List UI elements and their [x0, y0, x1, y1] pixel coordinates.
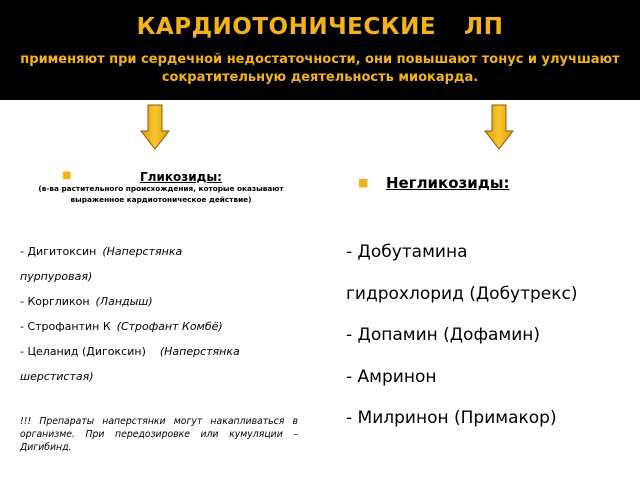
list-item: - Коргликон (Ландыш)	[20, 295, 153, 308]
down-arrow-icon	[484, 104, 514, 150]
glycosides-note: (в-ва растительного происхождения, которые оказывают выраженное кардиотоническое действие)	[38, 184, 284, 204]
list-item: - Строфантин К (Строфант Комбё)	[20, 320, 223, 333]
list-item: гидрохлорид (Добутрекс)	[346, 283, 578, 304]
warning-note: !!! Препараты наперстянки могут накапливаться в организме. При передозировке или кумуляции – Дигибинд.	[20, 416, 298, 453]
non-glycosides-heading: Негликозиды:	[386, 174, 510, 192]
square-bullet-icon: ■	[62, 170, 72, 181]
square-bullet-icon: ■	[358, 176, 369, 189]
page-title	[0, 14, 640, 40]
page-subtitle: применяют при сердечной недостаточности, они повышают тонус и улучшают сократительную деятельность миокарда.	[20, 52, 620, 85]
list-item: - Допамин (Дофамин)	[346, 325, 541, 345]
title-part-2: ЛП	[464, 14, 504, 40]
list-item: - Милринон (Примакор)	[346, 408, 557, 428]
non-glycosides-list	[346, 232, 636, 440]
title-part-1: КАРДИОТОНИЧЕСКИЕ	[136, 14, 437, 40]
list-item: - Целанид (Дигоксин) (Наперстянка	[20, 345, 240, 358]
down-arrow-icon	[140, 104, 170, 150]
list-item: шерстистая)	[20, 370, 94, 383]
list-item: - Добутамина	[346, 242, 468, 262]
title-banner	[0, 0, 640, 100]
glycosides-list	[20, 239, 300, 389]
list-item: пурпуровая)	[20, 270, 93, 283]
list-item: - Дигитоксин (Наперстянка	[20, 245, 183, 258]
glycosides-heading: Гликозиды:	[140, 170, 222, 184]
list-item: - Амринон	[346, 366, 437, 387]
